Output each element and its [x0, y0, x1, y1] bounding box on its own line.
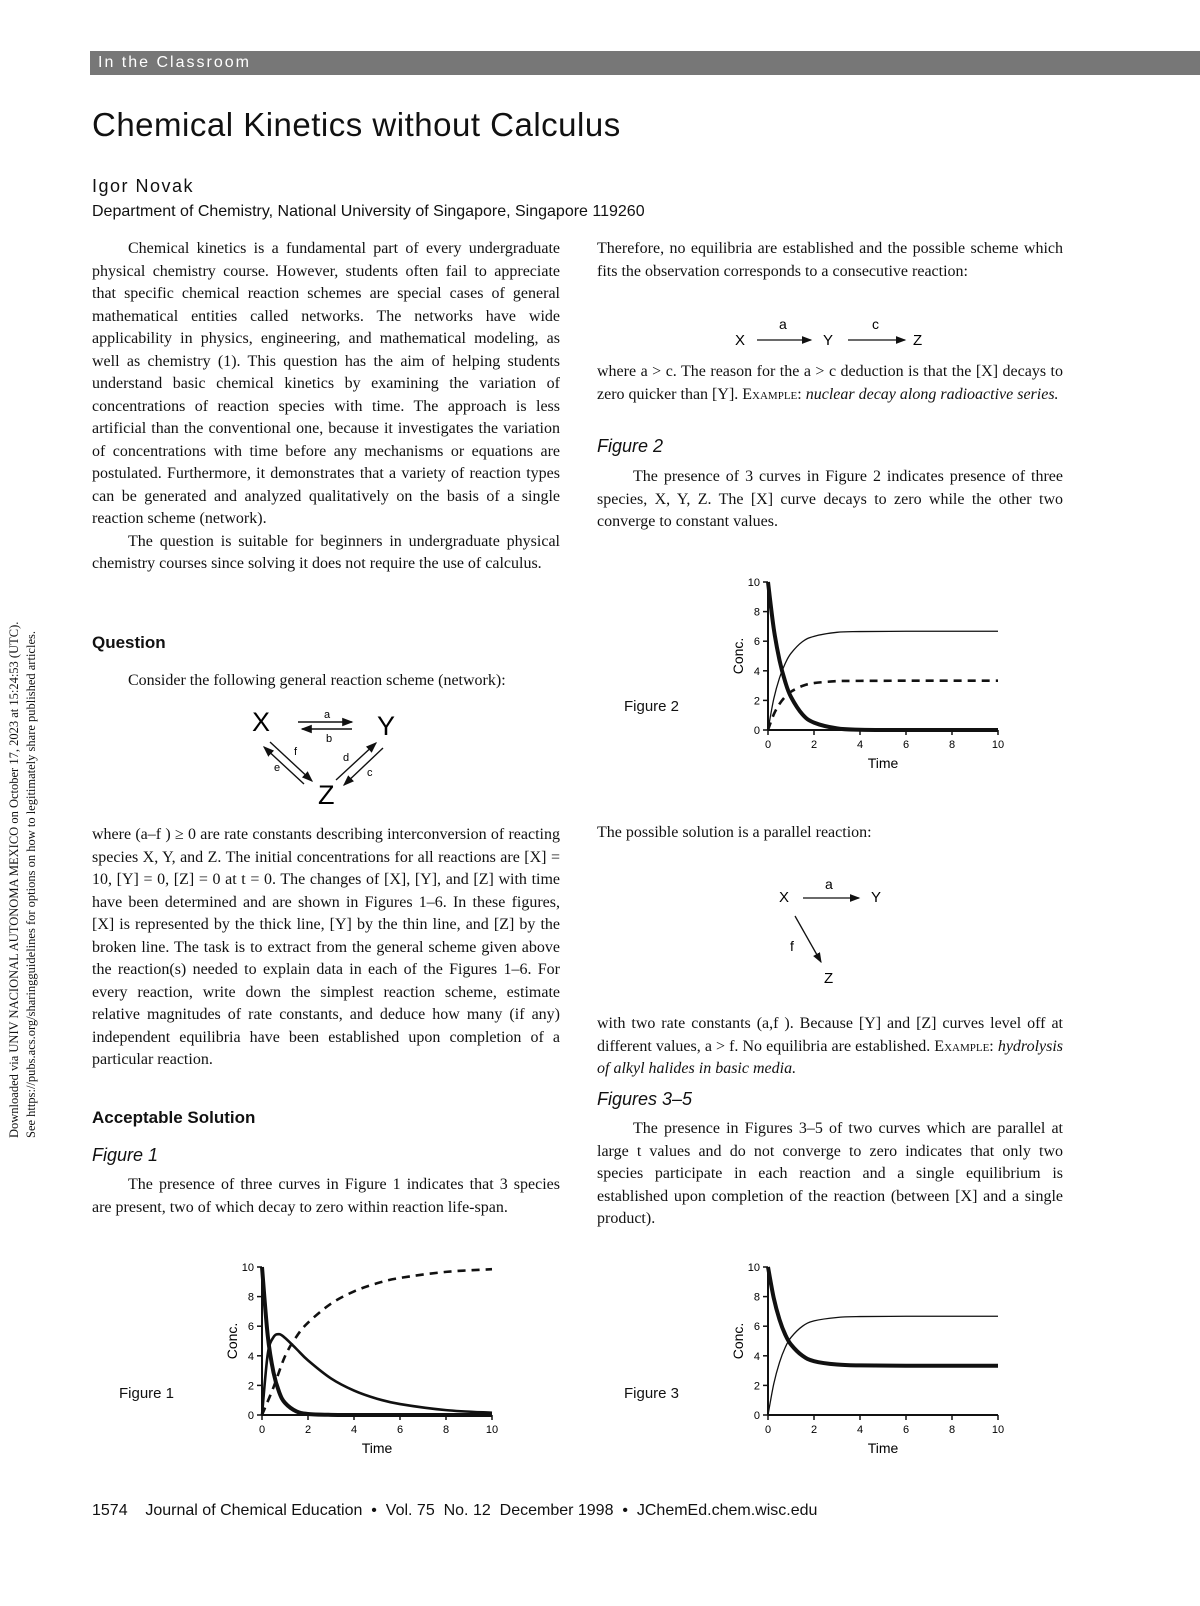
- question-paragraph-1: Consider the following general reaction scheme (network):: [128, 672, 506, 689]
- figures35-paragraph: The presence in Figures 3–5 of two curves which are parallel at large t values and do not converge to zero indicates that only two species participate in each reaction and a single equilibrium is established upon completion of the reaction (between [X] and a single product).: [597, 1120, 1063, 1227]
- solution-heading: Acceptable Solution: [92, 1108, 256, 1127]
- y-tick-label: 10: [747, 577, 760, 589]
- y-axis-label: Conc.: [730, 637, 746, 675]
- page-footer: [92, 1502, 817, 1520]
- consecutive-reason: where a > c. The reason for the a > c deduction is that the [X] decays to zero quicker than [Y].: [597, 363, 1063, 403]
- network-Z: Z: [318, 780, 335, 810]
- network-X: X: [252, 707, 271, 737]
- consecutive-Z: Z: [913, 332, 923, 349]
- y-tick-label: 4: [753, 665, 760, 678]
- x-tick-label: 4: [856, 739, 864, 751]
- parallel-Y: Y: [871, 889, 882, 906]
- consecutive-example: nuclear decay along radioactive series.: [805, 385, 1059, 403]
- question-body: [92, 824, 560, 1072]
- download-notice-line2: See https://pubs.acs.org/sharingguidelines for options on how to legitimately share published articles.: [24, 631, 38, 1138]
- y-tick-label: 6: [247, 1321, 254, 1334]
- parallel-explanation-paragraph: [597, 1013, 1063, 1081]
- y-tick-label: 8: [247, 1291, 254, 1304]
- question-heading: Question: [92, 633, 166, 652]
- x-tick-label: 2: [810, 739, 818, 751]
- example-label-2: Example:: [934, 1037, 994, 1055]
- example-label: Example:: [742, 385, 802, 403]
- x-tick-label: 2: [304, 1424, 312, 1436]
- label-d: d: [343, 752, 350, 764]
- parallel-example: hydrolysis of alkyl halides in basic media.: [597, 1037, 1064, 1077]
- series-Z-line: [768, 681, 998, 730]
- y-tick-label: 6: [753, 1321, 760, 1334]
- network-Y: Y: [377, 711, 396, 741]
- network-scheme: [240, 700, 420, 815]
- download-notice: [6, 622, 40, 1138]
- footer-bullet-2: •: [622, 1502, 628, 1519]
- y-tick-label: 4: [753, 1350, 760, 1363]
- parallel-X: X: [779, 889, 790, 906]
- consecutive-Y: Y: [823, 332, 834, 349]
- series-X-line: [768, 582, 998, 730]
- x-tick-label: 6: [902, 739, 910, 751]
- consecutive-c: c: [872, 316, 879, 332]
- x-tick-label: 10: [485, 1424, 499, 1436]
- y-tick-label: 6: [753, 636, 760, 649]
- parallel-reason: with two rate constants (a,f ). Because [Y] and [Z] curves level off at different values, a > f. No equilibria are established.: [597, 1015, 1063, 1055]
- consecutive-paragraph: Therefore, no equilibria are established and the possible scheme which fits the observation corresponds to a consecutive reaction:: [597, 240, 1063, 280]
- consecutive-X: X: [735, 332, 746, 349]
- figures35-heading: Figures 3–5: [597, 1089, 693, 1109]
- consecutive-scheme: [735, 314, 935, 354]
- x-axis-label: Time: [867, 1440, 899, 1456]
- journal-url: JChemEd.chem.wisc.edu: [636, 1502, 818, 1519]
- question-intro: [92, 670, 560, 693]
- question-paragraph-2: where (a–f ) ≥ 0 are rate constants describing interconversion of reacting species X, Y, and Z. The initial concentrations for all reactions are [X] = 10, [Y] = 0, [Z] = 0 at t = 0. The changes of [X], [Y], and [Z] with time have been determined and are shown in Figures 1–6. In these figures, [X] is represented by the thick line, [Y] by the thin line, and [Z] by the broken line. The task is to extract from the general scheme given above the reaction(s) needed to explain data in each of the Figures 1–6. For every reaction, write down the simplest reaction scheme, estimate relative magnitudes of rate constants, and deduce how many (if any) independent equilibria have been established upon completion of a particular reaction.: [92, 826, 560, 1068]
- x-tick-label: 8: [442, 1424, 450, 1436]
- y-tick-label: 10: [241, 1262, 254, 1274]
- left-column: [92, 238, 560, 576]
- journal-name: Journal of Chemical Education: [145, 1502, 363, 1519]
- x-tick-label: 0: [764, 739, 772, 751]
- x-tick-label: 10: [991, 739, 1005, 751]
- consecutive-a: a: [779, 316, 787, 332]
- figure2-paragraph: The presence of 3 curves in Figure 2 indicates presence of three species, X, Y, Z. The [X] curve decays to zero while the other two converge to constant values.: [597, 468, 1063, 530]
- x-tick-label: 6: [902, 1424, 910, 1436]
- parallel-a: a: [825, 876, 833, 892]
- figure2-heading: Figure 2: [597, 436, 664, 456]
- parallel-explanation: [597, 1013, 1063, 1081]
- series-Z-line: [262, 1269, 492, 1415]
- x-axis-label: Time: [867, 755, 899, 771]
- y-tick-label: 4: [247, 1350, 254, 1363]
- x-tick-label: 10: [991, 1424, 1005, 1436]
- x-tick-label: 6: [396, 1424, 404, 1436]
- label-c: c: [367, 767, 373, 779]
- page-number: 1574: [92, 1502, 128, 1519]
- x-tick-label: 0: [764, 1424, 772, 1436]
- y-tick-label: 0: [753, 725, 760, 737]
- parallel-scheme: [775, 872, 895, 992]
- parallel-f: f: [790, 938, 794, 954]
- figure1-chart: [210, 1255, 510, 1470]
- parallel-intro: [597, 822, 1063, 845]
- y-tick-label: 8: [753, 1291, 760, 1304]
- x-tick-label: 4: [350, 1424, 358, 1436]
- figure1-label: Figure 1: [119, 1385, 175, 1402]
- series-X-line: [262, 1267, 492, 1415]
- y-tick-label: 2: [753, 1380, 760, 1393]
- figure3-chart: [716, 1255, 1016, 1470]
- x-axis-label: Time: [361, 1440, 393, 1456]
- article-title: Chemical Kinetics without Calculus: [92, 106, 621, 143]
- figure3-label: Figure 3: [624, 1385, 680, 1402]
- y-tick-label: 2: [753, 695, 760, 708]
- x-tick-label: 0: [258, 1424, 266, 1436]
- figure2-label: Figure 2: [624, 698, 680, 715]
- label-f: f: [294, 746, 298, 758]
- y-axis-label: Conc.: [224, 1322, 240, 1360]
- consecutive-explanation: [597, 361, 1063, 406]
- x-tick-label: 8: [948, 739, 956, 751]
- right-column-top: [597, 238, 1063, 283]
- parallel-intro-paragraph: The possible solution is a parallel reaction:: [597, 824, 872, 841]
- y-tick-label: 0: [753, 1410, 760, 1422]
- x-tick-label: 2: [810, 1424, 818, 1436]
- y-tick-label: 0: [247, 1410, 254, 1422]
- label-b: b: [326, 733, 333, 745]
- figure2-text: [597, 466, 1063, 534]
- intro-paragraph-2: The question is suitable for beginners in undergraduate physical chemistry courses since solving it does not require the use of calculus.: [92, 532, 560, 572]
- y-tick-label: 8: [753, 606, 760, 619]
- y-tick-label: 10: [747, 1262, 760, 1274]
- y-tick-label: 2: [247, 1380, 254, 1393]
- figure1-heading: Figure 1: [92, 1145, 159, 1165]
- series-Y-line: [262, 1334, 492, 1415]
- author-name: Igor Novak: [92, 176, 195, 196]
- download-notice-line1: Downloaded via UNIV NACIONAL AUTONOMA MEXICO on October 17, 2023 at 15:24:53 (UTC).: [7, 621, 21, 1138]
- intro-paragraph-1: Chemical kinetics is a fundamental part of every undergraduate physical chemistry course. However, students often fail to appreciate that specific chemical reaction schemes are special cases of general mathematical entities called networks. The networks have wide applicability in physics, engineering, and mathematical modeling, as well as chemistry (1). This question has the aim of helping students understand basic chemical kinetics by examining the variation of concentrations of reaction species with time. The approach is less artificial than the conventional one, because it investigates the variation of concentrations with time before any mechanisms or equations are postulated. Furthermore, it demonstrates that a variety of reaction types can be generated and analyzed qualitatively on the basis of a single reaction scheme (network).: [92, 240, 560, 527]
- y-axis-label: Conc.: [730, 1322, 746, 1360]
- x-tick-label: 4: [856, 1424, 864, 1436]
- footer-bullet-1: •: [371, 1502, 377, 1519]
- author-affiliation: Department of Chemistry, National University of Singapore, Singapore 119260: [92, 203, 645, 220]
- journal-volume: Vol. 75 No. 12 December 1998: [385, 1502, 614, 1519]
- figure1-text: [92, 1174, 560, 1219]
- label-e: e: [274, 762, 281, 774]
- figures35-text: [597, 1118, 1063, 1231]
- consecutive-explanation-paragraph: [597, 361, 1063, 406]
- section-header: In the Classroom: [90, 51, 1200, 75]
- label-a: a: [324, 709, 331, 721]
- x-tick-label: 8: [948, 1424, 956, 1436]
- figure2-chart: [716, 570, 1016, 785]
- parallel-Z: Z: [824, 970, 834, 987]
- figure1-paragraph: The presence of three curves in Figure 1 indicates that 3 species are present, two of which decay to zero within reaction life-span.: [92, 1176, 560, 1216]
